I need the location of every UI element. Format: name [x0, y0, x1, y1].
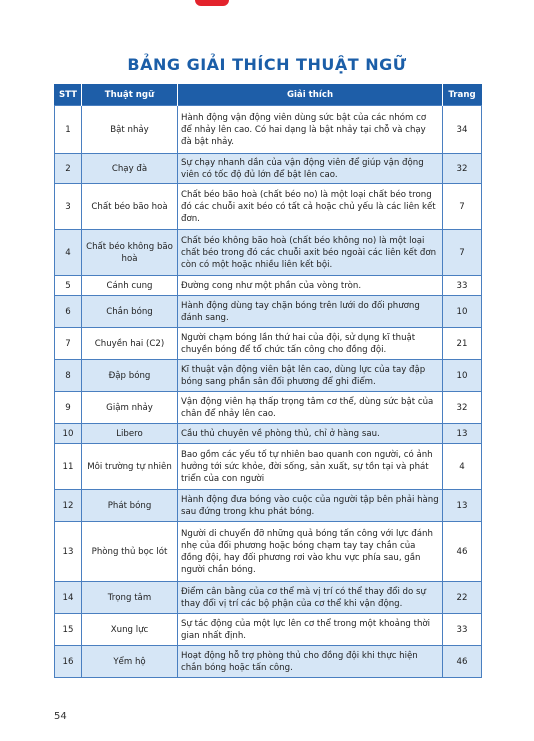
row-stt: 12 — [55, 490, 82, 522]
table-row — [55, 582, 482, 614]
row-term: Phòng thủ bọc lót — [82, 522, 178, 582]
row-stt: 10 — [55, 424, 82, 444]
row-page: 7 — [443, 184, 482, 230]
row-term: Yểm hộ — [82, 646, 178, 678]
row-stt: 13 — [55, 522, 82, 582]
table-header-row — [55, 85, 482, 106]
table-row — [55, 444, 482, 490]
table-row — [55, 184, 482, 230]
header-page: Trang — [443, 85, 482, 106]
table-row — [55, 522, 482, 582]
page-number: 54 — [54, 711, 67, 722]
header-term: Thuật ngữ — [82, 85, 178, 106]
row-page: 21 — [443, 328, 482, 360]
row-explanation: Vận động viên hạ thấp trọng tâm cơ thể, dùng sức bật của chân để nhảy lên cao. — [178, 392, 443, 424]
row-explanation: Hành động đưa bóng vào cuộc của người tập bên phải hàng sau đứng trong khu phát bóng. — [178, 490, 443, 522]
row-stt: 8 — [55, 360, 82, 392]
row-term: Chất béo không bão hoà — [82, 230, 178, 276]
row-explanation: Hoạt động hỗ trợ phòng thủ cho đồng đội khi thực hiện chắn bóng hoặc tấn công. — [178, 646, 443, 678]
row-page: 46 — [443, 646, 482, 678]
row-page: 33 — [443, 276, 482, 296]
table-row — [55, 490, 482, 522]
table-row — [55, 424, 482, 444]
row-explanation: Cầu thủ chuyên về phòng thủ, chỉ ở hàng sau. — [178, 424, 443, 444]
row-stt: 16 — [55, 646, 82, 678]
row-page: 34 — [443, 106, 482, 154]
table-body — [55, 106, 482, 678]
row-term: Đập bóng — [82, 360, 178, 392]
row-term: Phát bóng — [82, 490, 178, 522]
table-row — [55, 360, 482, 392]
row-explanation: Người chạm bóng lần thứ hai của đội, sử dụng kĩ thuật chuyền bóng để tổ chức tấn công cho đồng đội. — [178, 328, 443, 360]
row-term: Chuyền hai (C2) — [82, 328, 178, 360]
table-row — [55, 646, 482, 678]
row-page: 4 — [443, 444, 482, 490]
row-explanation: Hành động dùng tay chặn bóng trên lưới do đối phương đánh sang. — [178, 296, 443, 328]
row-stt: 14 — [55, 582, 82, 614]
row-page: 10 — [443, 296, 482, 328]
row-page: 46 — [443, 522, 482, 582]
glossary-table-container — [54, 84, 482, 678]
row-stt: 9 — [55, 392, 82, 424]
row-explanation: Đường cong như một phần của vòng tròn. — [178, 276, 443, 296]
row-stt: 1 — [55, 106, 82, 154]
row-explanation: Sự tác động của một lực lên cơ thể trong một khoảng thời gian nhất định. — [178, 614, 443, 646]
row-term: Chất béo bão hoà — [82, 184, 178, 230]
table-row — [55, 328, 482, 360]
row-explanation: Hành động vận động viên dùng sức bật của các nhóm cơ để nhảy lên cao. Có hai dạng là bật nhảy tại chỗ và chạy đà bật nhảy. — [178, 106, 443, 154]
row-stt: 5 — [55, 276, 82, 296]
row-stt: 11 — [55, 444, 82, 490]
header-explanation: Giải thích — [178, 85, 443, 106]
row-term: Giậm nhảy — [82, 392, 178, 424]
row-page: 7 — [443, 230, 482, 276]
table-row — [55, 276, 482, 296]
row-page: 32 — [443, 154, 482, 184]
row-explanation: Kĩ thuật vận động viên bật lên cao, dùng lực của tay đập bóng sang phần sân đối phương để ghi điểm. — [178, 360, 443, 392]
header-stt: STT — [55, 85, 82, 106]
row-explanation: Sự chạy nhanh dần của vận động viên để giúp vận động viên có tốc độ đủ lớn để bật lên cao. — [178, 154, 443, 184]
row-term: Cánh cung — [82, 276, 178, 296]
row-explanation: Chất béo bão hoà (chất béo no) là một loại chất béo trong đó các chuỗi axit béo có tất cả hoặc chủ yếu là các liên kết đơn. — [178, 184, 443, 230]
table-row — [55, 230, 482, 276]
row-page: 13 — [443, 424, 482, 444]
row-stt: 7 — [55, 328, 82, 360]
table-row — [55, 296, 482, 328]
row-page: 32 — [443, 392, 482, 424]
table-row — [55, 614, 482, 646]
table-row — [55, 154, 482, 184]
row-term: Libero — [82, 424, 178, 444]
row-term: Chắn bóng — [82, 296, 178, 328]
row-page: 33 — [443, 614, 482, 646]
row-explanation: Chất béo không bão hoà (chất béo không no) là một loại chất béo trong đó các chuỗi axit béo ngoài các liên kết đơn còn có một hoặc nhiều liên kết bội. — [178, 230, 443, 276]
page-title: BẢNG GIẢI THÍCH THUẬT NGỮ — [127, 55, 407, 74]
top-decoration — [195, 0, 229, 6]
row-page: 22 — [443, 582, 482, 614]
row-explanation: Điểm cân bằng của cơ thể mà vị trí có thể thay đổi do sự thay đổi vị trí các bộ phận của cơ thể khi vận động. — [178, 582, 443, 614]
row-explanation: Người di chuyển đỡ những quả bóng tấn công với lực đánh nhẹ của đối phương hoặc bóng chạm tay tay chắn của đồng đội, hay đối phương rơi vào khu vực phía sau, gần người chắn bóng. — [178, 522, 443, 582]
glossary-table — [54, 84, 482, 678]
row-page: 13 — [443, 490, 482, 522]
table-row — [55, 392, 482, 424]
row-stt: 3 — [55, 184, 82, 230]
row-stt: 15 — [55, 614, 82, 646]
row-term: Môi trường tự nhiên — [82, 444, 178, 490]
row-stt: 4 — [55, 230, 82, 276]
row-term: Trọng tâm — [82, 582, 178, 614]
row-page: 10 — [443, 360, 482, 392]
row-term: Xung lực — [82, 614, 178, 646]
row-term: Bật nhảy — [82, 106, 178, 154]
table-row — [55, 106, 482, 154]
row-stt: 6 — [55, 296, 82, 328]
row-stt: 2 — [55, 154, 82, 184]
row-explanation: Bao gồm các yếu tố tự nhiên bao quanh con người, có ảnh hưởng tới sức khỏe, đời sống, sản xuất, sự tồn tại và phát triển của con người — [178, 444, 443, 490]
row-term: Chạy đà — [82, 154, 178, 184]
